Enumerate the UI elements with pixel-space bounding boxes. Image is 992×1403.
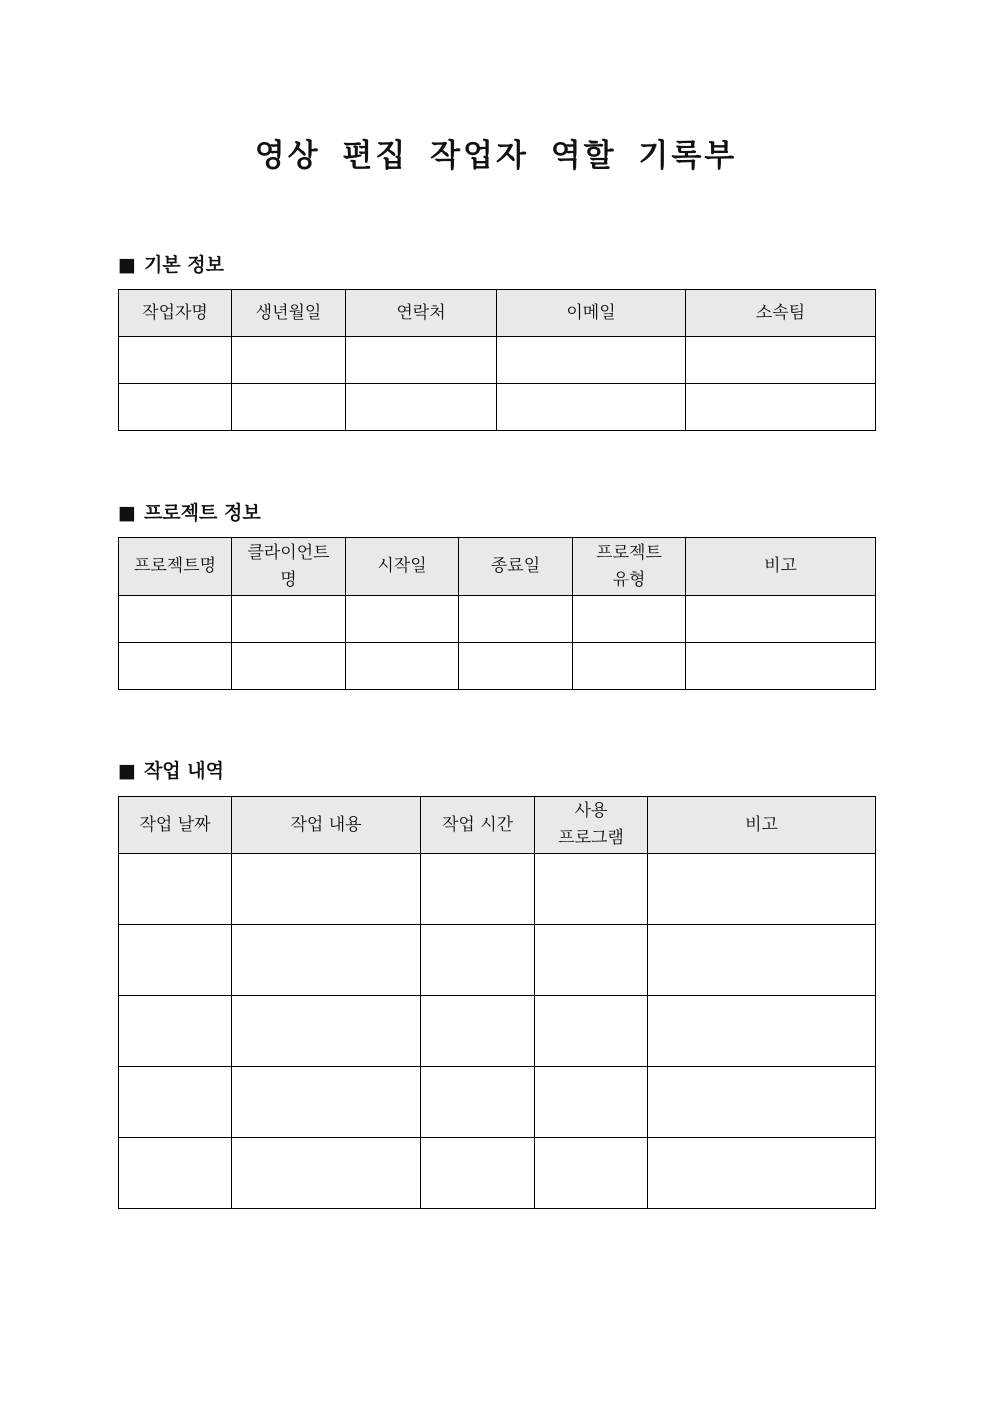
table-cell[interactable] xyxy=(119,1067,232,1138)
table-cell[interactable] xyxy=(119,854,232,925)
work-history-table xyxy=(118,796,876,1209)
table-cell[interactable] xyxy=(686,384,876,431)
column-header: 생년월일 xyxy=(232,290,346,337)
table-cell[interactable] xyxy=(459,643,573,690)
table-cell[interactable] xyxy=(232,596,346,643)
table-cell[interactable] xyxy=(119,596,232,643)
table-cell[interactable] xyxy=(648,1138,876,1209)
table-cell[interactable] xyxy=(421,925,535,996)
table-cell[interactable] xyxy=(232,996,421,1067)
table-cell[interactable] xyxy=(535,1067,648,1138)
basic-info-table xyxy=(118,289,876,431)
square-bullet-icon: ■ xyxy=(118,760,136,782)
table-cell[interactable] xyxy=(119,643,232,690)
column-header: 작업 내용 xyxy=(232,797,421,854)
table-cell[interactable] xyxy=(232,925,421,996)
project-info-table xyxy=(118,537,876,690)
table-row xyxy=(119,854,876,925)
page-title: 영상 편집 작업자 역할 기록부 xyxy=(254,138,738,174)
column-header: 비고 xyxy=(648,797,876,854)
table-cell[interactable] xyxy=(232,384,346,431)
table-cell[interactable] xyxy=(119,996,232,1067)
table-header-row xyxy=(119,797,876,854)
section-heading-basic-info xyxy=(118,252,224,278)
table-cell[interactable] xyxy=(346,337,497,384)
table-cell[interactable] xyxy=(535,1138,648,1209)
table-cell[interactable] xyxy=(686,337,876,384)
column-header: 작업 시간 xyxy=(421,797,535,854)
section-heading-project-info xyxy=(118,500,261,526)
table-cell[interactable] xyxy=(648,1067,876,1138)
table-cell[interactable] xyxy=(535,925,648,996)
column-header: 소속팀 xyxy=(686,290,876,337)
table-header-row xyxy=(119,538,876,596)
table-row xyxy=(119,1067,876,1138)
table-cell[interactable] xyxy=(535,996,648,1067)
column-header: 작업 날짜 xyxy=(119,797,232,854)
table-cell[interactable] xyxy=(421,854,535,925)
table-row xyxy=(119,384,876,431)
column-header: 프로젝트명 xyxy=(119,538,232,596)
table-cell[interactable] xyxy=(421,1067,535,1138)
table-cell[interactable] xyxy=(573,596,686,643)
table-cell[interactable] xyxy=(535,854,648,925)
square-bullet-icon: ■ xyxy=(118,502,136,524)
section-heading-label: 작업 내역 xyxy=(143,760,224,782)
table-cell[interactable] xyxy=(686,643,876,690)
column-header: 종료일 xyxy=(459,538,573,596)
column-header: 시작일 xyxy=(346,538,459,596)
table-cell[interactable] xyxy=(648,925,876,996)
column-header: 연락처 xyxy=(346,290,497,337)
section-heading-label: 기본 정보 xyxy=(143,254,224,276)
table-cell[interactable] xyxy=(232,337,346,384)
table-cell[interactable] xyxy=(686,596,876,643)
column-header: 작업자명 xyxy=(119,290,232,337)
column-header: 프로젝트 유형 xyxy=(573,538,686,596)
table-cell[interactable] xyxy=(421,1138,535,1209)
table-row xyxy=(119,925,876,996)
table-row xyxy=(119,1138,876,1209)
table-cell[interactable] xyxy=(232,1067,421,1138)
column-header: 비고 xyxy=(686,538,876,596)
column-header: 이메일 xyxy=(497,290,686,337)
table-row xyxy=(119,337,876,384)
table-cell[interactable] xyxy=(648,996,876,1067)
table-cell[interactable] xyxy=(119,925,232,996)
column-header: 사용 프로그램 xyxy=(535,797,648,854)
table-row xyxy=(119,643,876,690)
table-cell[interactable] xyxy=(346,384,497,431)
table-header-row xyxy=(119,290,876,337)
table-cell[interactable] xyxy=(119,1138,232,1209)
table-cell[interactable] xyxy=(573,643,686,690)
table-cell[interactable] xyxy=(497,384,686,431)
table-cell[interactable] xyxy=(232,854,421,925)
table-cell[interactable] xyxy=(648,854,876,925)
table-cell[interactable] xyxy=(119,384,232,431)
table-cell[interactable] xyxy=(497,337,686,384)
table-cell[interactable] xyxy=(421,996,535,1067)
square-bullet-icon: ■ xyxy=(118,254,136,276)
column-header: 클라이언트 명 xyxy=(232,538,346,596)
table-row xyxy=(119,596,876,643)
table-cell[interactable] xyxy=(459,596,573,643)
section-heading-work-history xyxy=(118,758,224,784)
table-cell[interactable] xyxy=(232,1138,421,1209)
table-cell[interactable] xyxy=(346,596,459,643)
table-cell[interactable] xyxy=(119,337,232,384)
table-row xyxy=(119,996,876,1067)
table-cell[interactable] xyxy=(232,643,346,690)
table-cell[interactable] xyxy=(346,643,459,690)
section-heading-label: 프로젝트 정보 xyxy=(143,502,261,524)
